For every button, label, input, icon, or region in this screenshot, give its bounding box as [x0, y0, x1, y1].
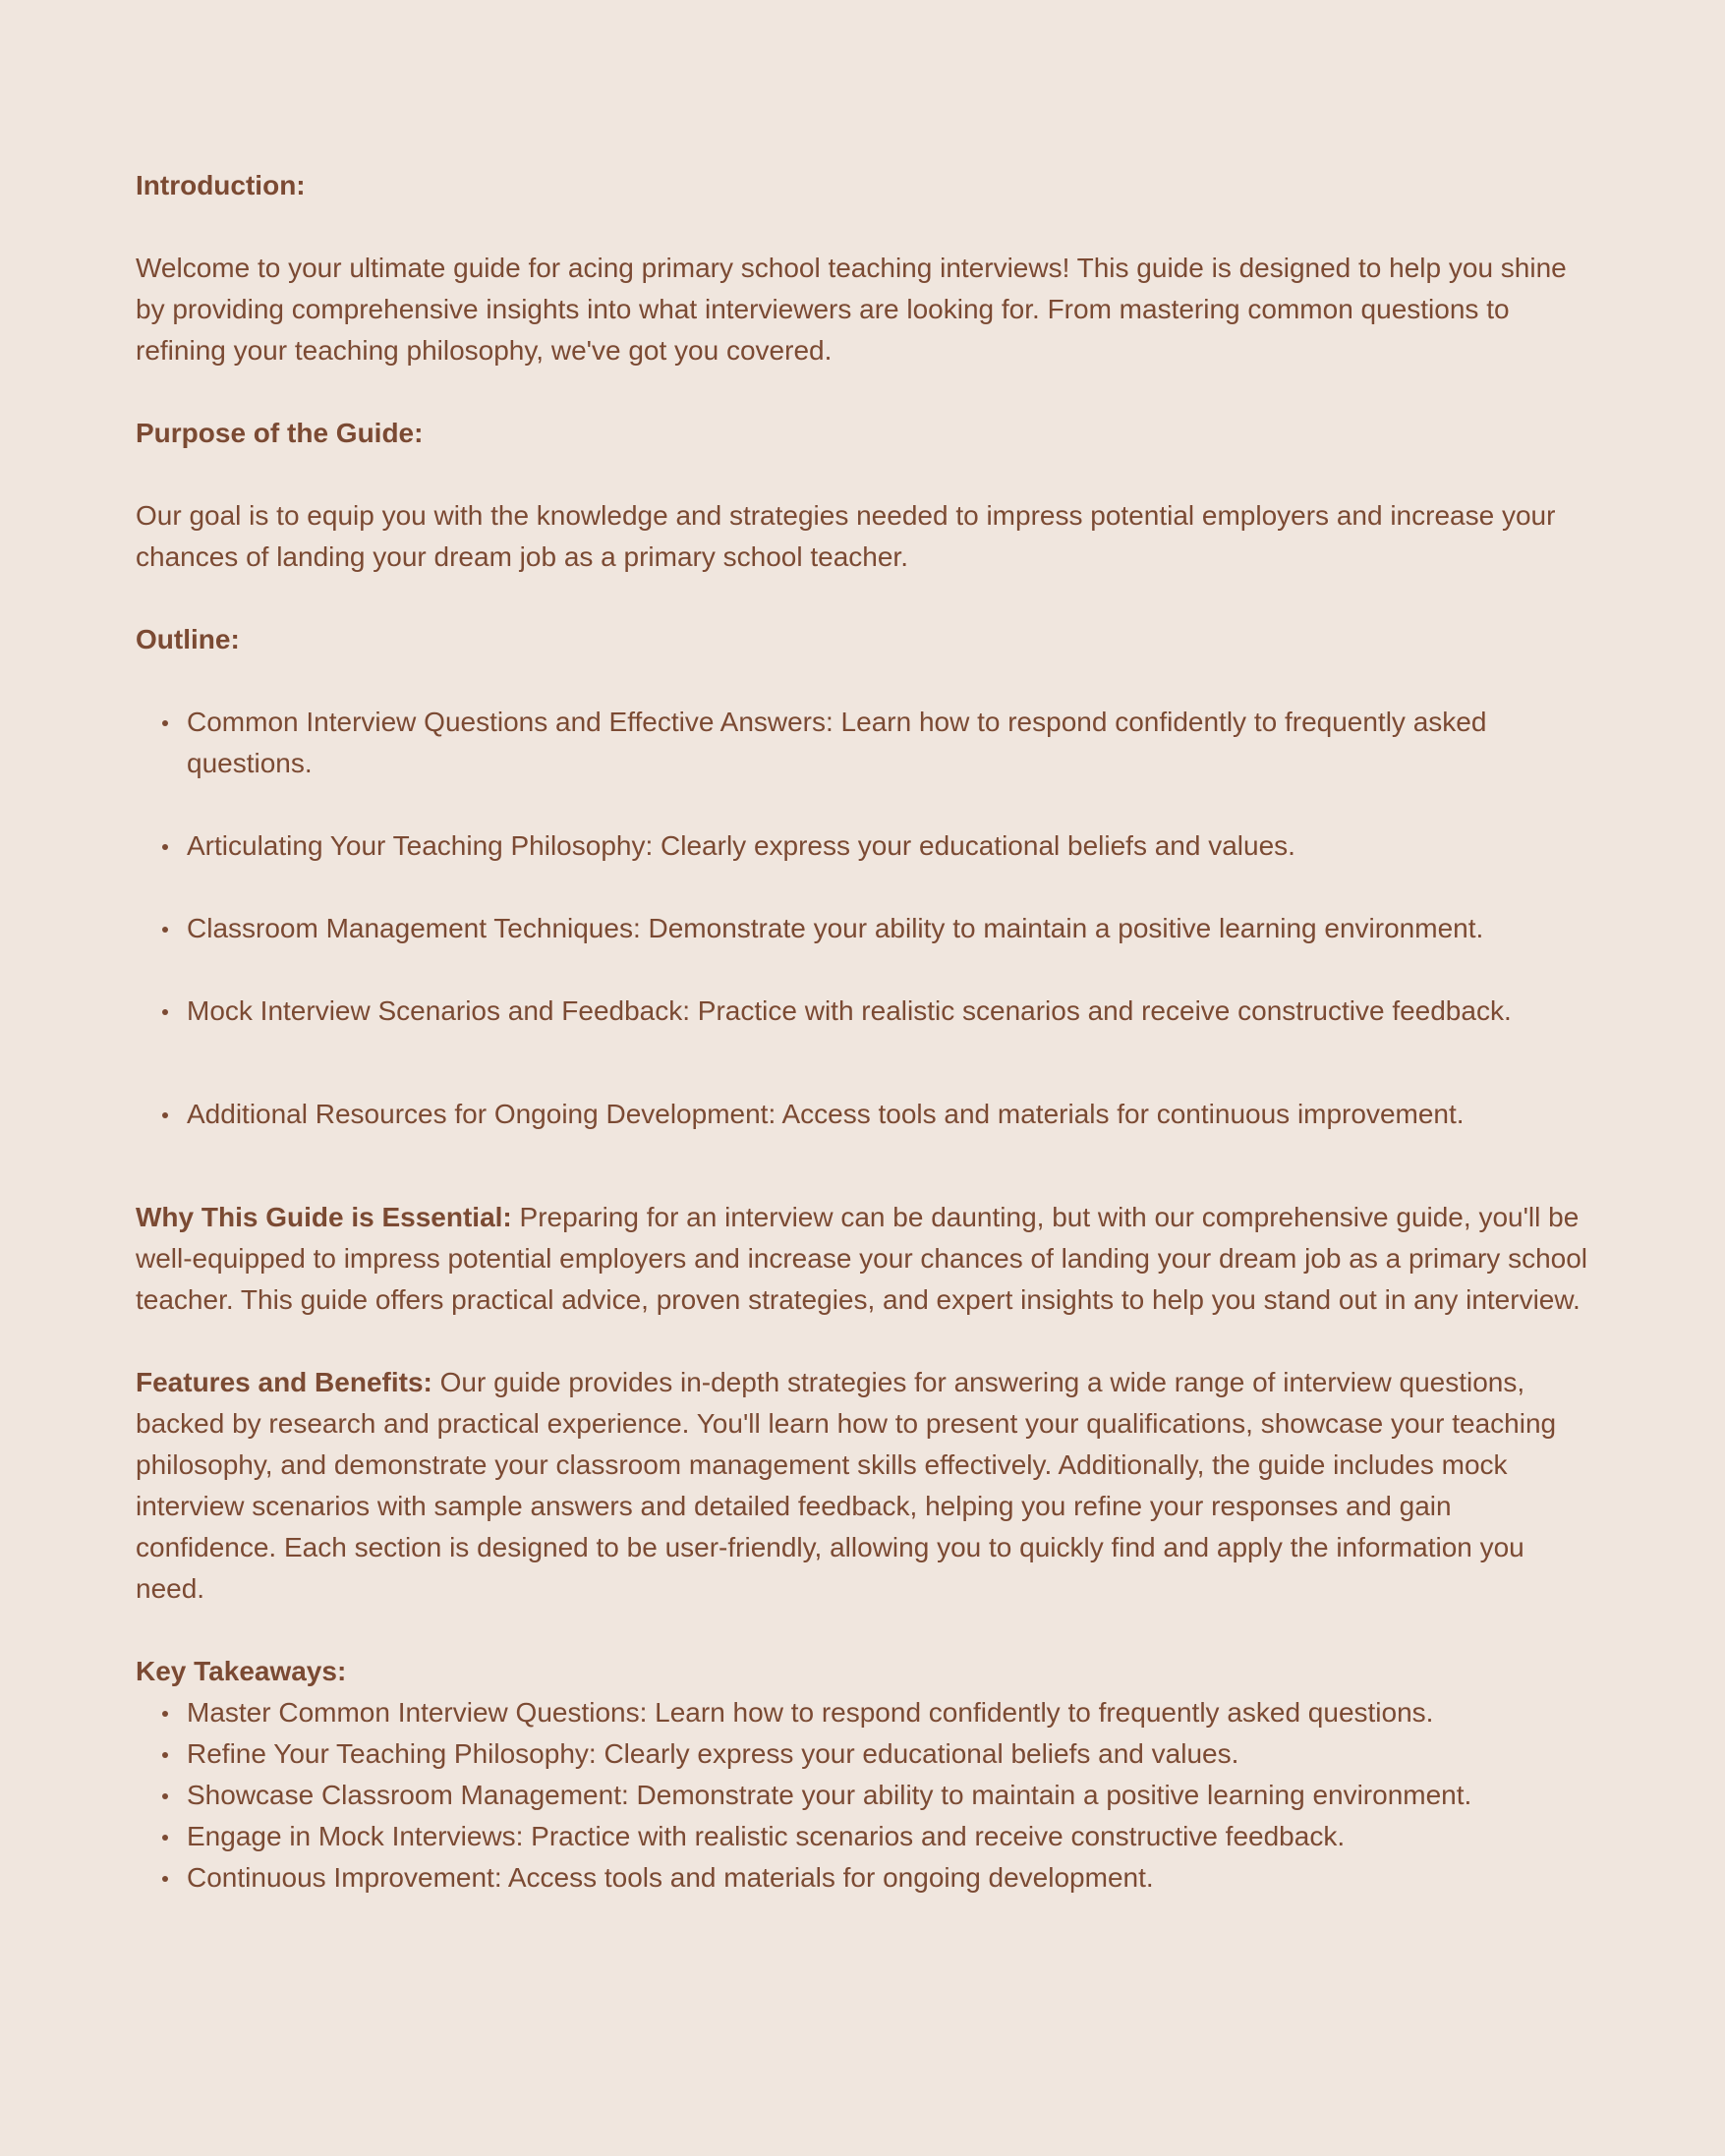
takeaway-item-mock-interviews: Engage in Mock Interviews: Practice with realistic scenarios and receive constructive feedback. — [187, 1816, 1589, 1857]
features-heading: Features and Benefits: — [136, 1367, 432, 1397]
outline-item-common-questions: Common Interview Questions and Effective Answers: Learn how to respond confidently to frequently asked questions. — [187, 702, 1589, 784]
takeaway-item-teaching-philosophy: Refine Your Teaching Philosophy: Clearly express your educational beliefs and values. — [187, 1733, 1589, 1775]
outline-list — [136, 702, 1589, 1135]
outline-item-teaching-philosophy: Articulating Your Teaching Philosophy: Clearly express your educational beliefs and values. — [187, 825, 1589, 867]
outline-item-classroom-management: Classroom Management Techniques: Demonstrate your ability to maintain a positive learning environment. — [187, 908, 1589, 949]
introduction-text: Welcome to your ultimate guide for acing primary school teaching interviews! This guide is designed to help you shine by providing comprehensive insights into what interviewers are looking for. From mastering common questions to refining your teaching philosophy, we've got you covered. — [136, 253, 1567, 366]
why-text: Preparing for an interview can be daunting, but with our comprehensive guide, you'll be well-equipped to impress potential employers and increase your chances of landing your dream job as a primary school teacher. This guide offers practical advice, proven strategies, and expert insights to help you stand out in any interview. — [136, 1202, 1587, 1315]
why-paragraph — [136, 1197, 1589, 1321]
features-paragraph — [136, 1362, 1589, 1610]
outline-item-mock-interviews: Mock Interview Scenarios and Feedback: Practice with realistic scenarios and receive constructive feedback. — [187, 991, 1589, 1032]
purpose-heading: Purpose of the Guide: — [136, 418, 424, 448]
takeaway-item-common-questions: Master Common Interview Questions: Learn how to respond confidently to frequently asked questions. — [187, 1692, 1589, 1733]
outline-item-additional-resources: Additional Resources for Ongoing Development: Access tools and materials for continuous improvement. — [187, 1094, 1589, 1135]
takeaway-item-continuous-improvement: Continuous Improvement: Access tools and materials for ongoing development. — [187, 1857, 1589, 1899]
why-heading: Why This Guide is Essential: — [136, 1202, 512, 1232]
takeaway-item-classroom-management: Showcase Classroom Management: Demonstrate your ability to maintain a positive learning environment. — [187, 1775, 1589, 1816]
takeaways-list — [136, 1692, 1589, 1899]
takeaways-heading: Key Takeaways: — [136, 1656, 347, 1686]
introduction-heading: Introduction: — [136, 170, 306, 200]
features-text: Our guide provides in-depth strategies for answering a wide range of interview questions, backed by research and practical experience. You'll learn how to present your qualifications, showcase your teaching philosophy, and demonstrate your classroom management skills effectively. Additionally, the guide includes mock interview scenarios with sample answers and detailed feedback, helping you refine your responses and gain confidence. Each section is designed to be user-friendly, allowing you to quickly find and apply the information you need. — [136, 1367, 1557, 1604]
purpose-text: Our goal is to equip you with the knowledge and strategies needed to impress potential employers and increase your chances of landing your dream job as a primary school teacher. — [136, 500, 1556, 572]
outline-heading: Outline: — [136, 624, 240, 654]
